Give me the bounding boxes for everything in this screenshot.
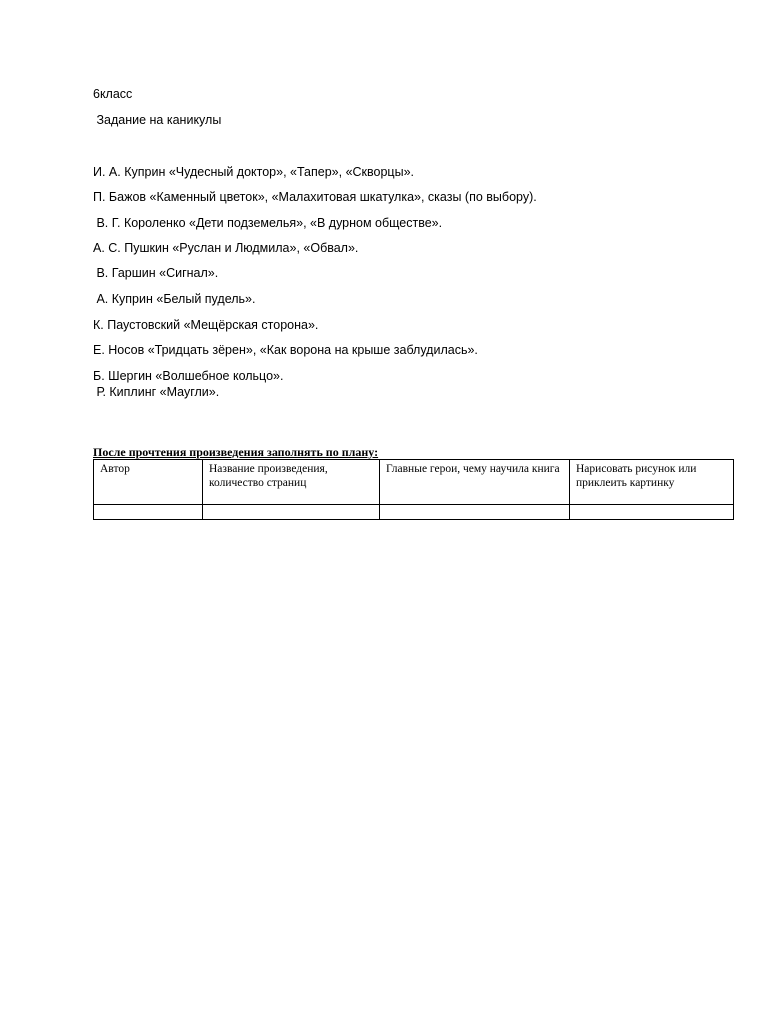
plan-cell-author[interactable] [94,505,203,520]
reading-list-item: Р. Киплинг «Маугли». [93,385,220,399]
plan-heading: После прочтения произведения заполнять по плану: [93,445,379,459]
plan-column-header-characters: Главные герои, чему научила книга [380,460,570,505]
plan-cell-title[interactable] [203,505,380,520]
plan-table [93,459,734,520]
reading-list-item: П. Бажов «Каменный цветок», «Малахитовая шкатулка», сказы (по выбору). [93,190,537,204]
grade-label: 6класс [93,87,133,101]
plan-table-empty-row [94,505,734,520]
plan-column-header-author: Автор [94,460,203,505]
reading-list-item: К. Паустовский «Мещёрская сторона». [93,318,319,332]
reading-list-item: Е. Носов «Тридцать зёрен», «Как ворона на крыше заблудилась». [93,343,478,357]
task-title: Задание на каникулы [93,113,222,127]
plan-cell-characters[interactable] [380,505,570,520]
reading-list-item: А. С. Пушкин «Руслан и Людмила», «Обвал». [93,241,359,255]
reading-list-item: В. Г. Короленко «Дети подземелья», «В дурном обществе». [93,216,443,230]
reading-list-item: А. Куприн «Белый пудель». [93,292,256,306]
reading-list-item: Б. Шергин «Волшебное кольцо». [93,369,284,383]
reading-list-item: В. Гаршин «Сигнал». [93,266,219,280]
reading-list-item: И. А. Куприн «Чудесный доктор», «Тапер», «Скворцы». [93,165,414,179]
plan-column-header-title: Название произведения, количество страниц [203,460,380,505]
plan-table-header-row [94,460,734,505]
plan-column-header-drawing: Нарисовать рисунок или приклеить картинку [570,460,734,505]
plan-cell-drawing[interactable] [570,505,734,520]
